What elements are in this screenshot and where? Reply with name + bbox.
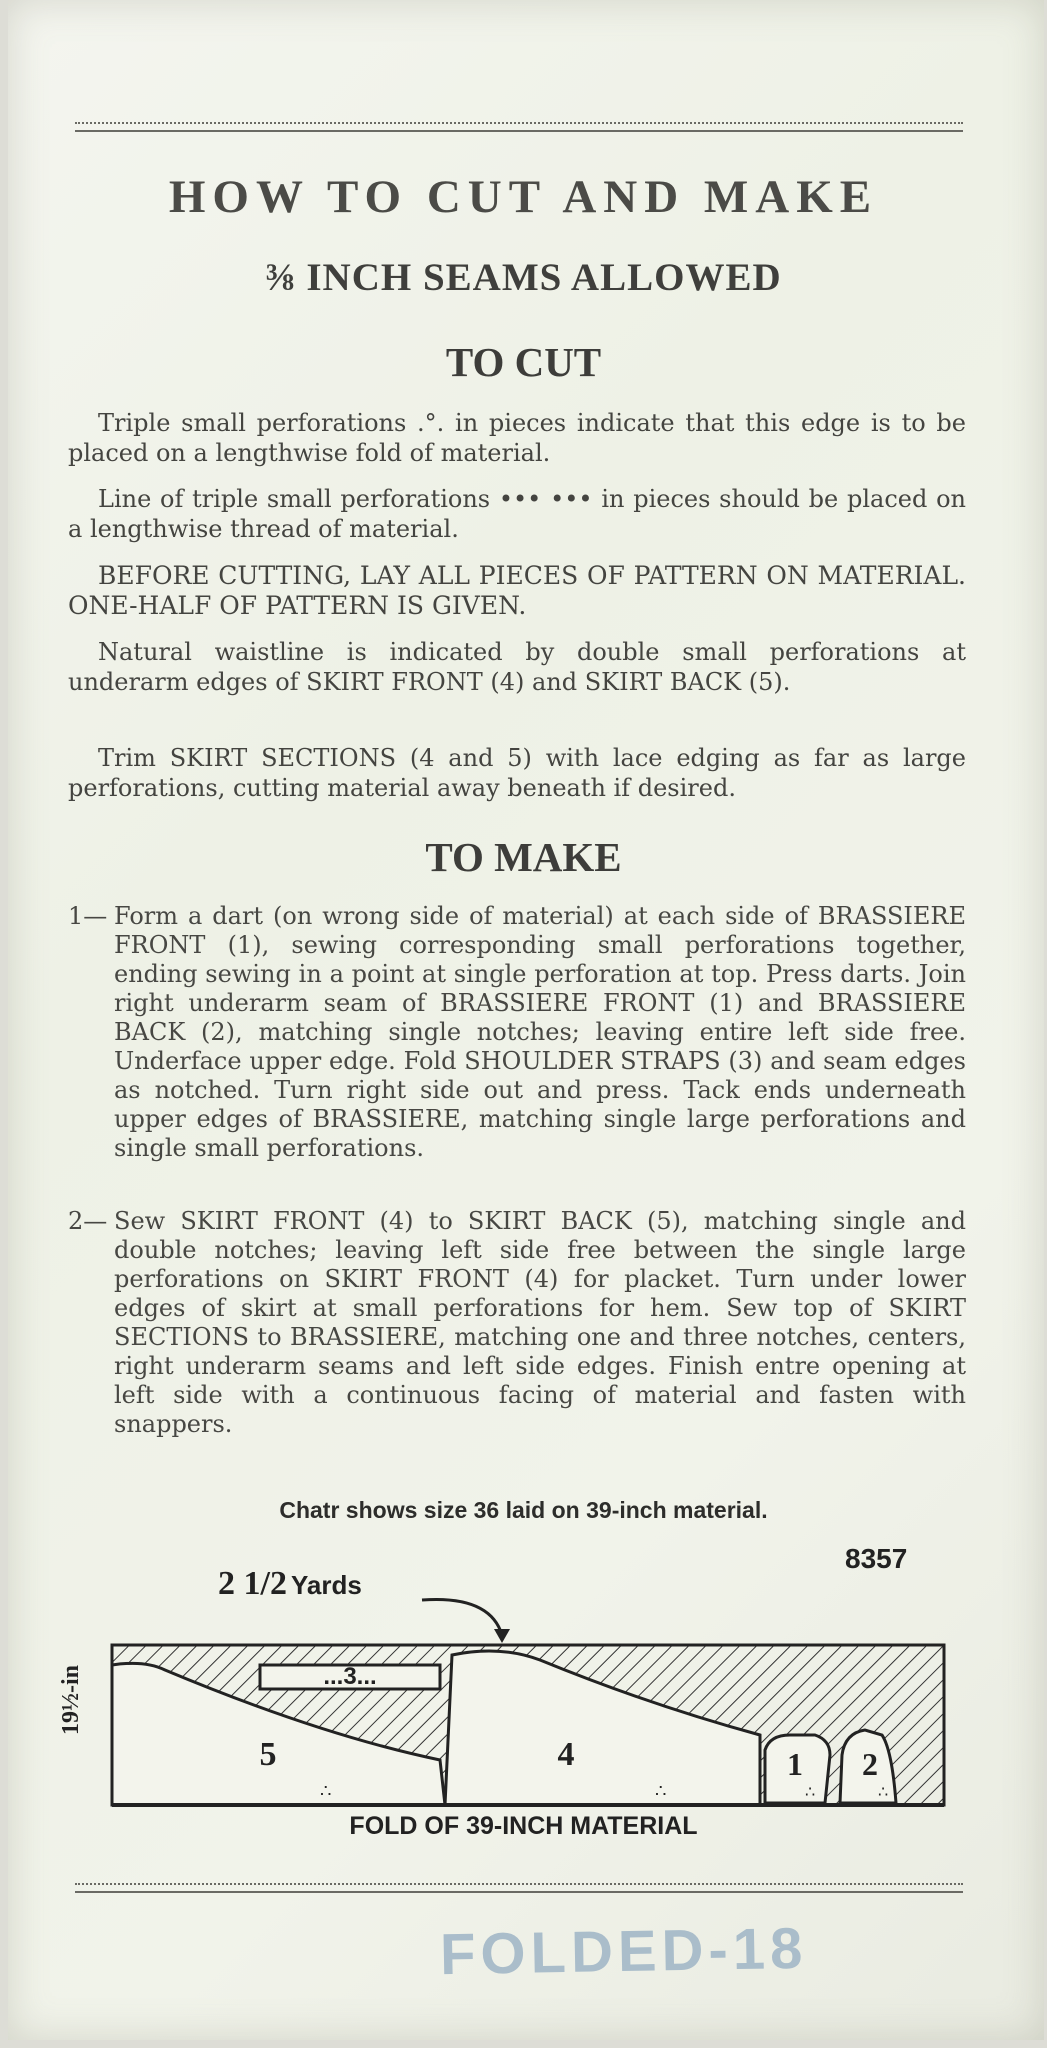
to-cut-paragraph-5: Trim SKIRT SECTIONS (4 and 5) with lace edging as far as large perforations, cutting material away beneath if desired. xyxy=(68,744,966,802)
seam-allowance-subtitle: ⅜ INCH SEAMS ALLOWED xyxy=(265,256,782,299)
step-number: 2— xyxy=(68,1207,108,1235)
to-cut-heading: TO CUT xyxy=(445,339,602,385)
material-width-label: 19½-in xyxy=(58,1664,84,1735)
make-step-1 xyxy=(68,902,966,1163)
piece-label-1: 1 xyxy=(787,1746,803,1782)
piece-label-4: 4 xyxy=(557,1736,575,1773)
cutting-chart-caption: Chatr shows size 36 laid on 39-inch material. xyxy=(279,1497,768,1523)
make-step-2 xyxy=(68,1207,966,1439)
piece-label-5: 5 xyxy=(259,1736,277,1773)
to-cut-paragraph-1: Triple small perforations .°. in pieces indicate that this edge is to be placed on a lengthwise fold of material. xyxy=(68,409,966,467)
piece-label-3: ...3... xyxy=(323,1663,377,1690)
yardage-arrow xyxy=(422,1599,502,1635)
bottom-decorative-rule xyxy=(75,1883,963,1893)
to-cut-paragraph-2: Line of triple small perforations ••• ••• in pieces should be placed on a lengthwise thread of material. xyxy=(68,485,966,543)
to-cut-paragraph-4: Natural waistline is indicated by double small perforations at underarm edges of SKIRT FRONT (4) and SKIRT BACK (5). xyxy=(68,638,966,696)
perforation-mark: ∴ xyxy=(805,1782,816,1801)
to-make-heading: TO MAKE xyxy=(425,834,622,880)
page-title: HOW TO CUT AND MAKE xyxy=(168,171,879,223)
perforation-mark: ∴ xyxy=(655,1781,667,1802)
top-decorative-rule xyxy=(75,122,963,132)
perforation-mark: ∴ xyxy=(878,1782,889,1801)
step-number: 1— xyxy=(68,902,108,930)
step-text: Form a dart (on wrong side of material) at each side of BRASSIERE FRONT (1), sewing corresponding small perforations together, ending sewing in a point at single perforation at top. Press darts. Join right underarm seam of BRASSIERE FRONT (1) and BRASSIERE BACK (2), matching single notches; leaving entire left side free. Underface upper edge. Fold SHOULDER STRAPS (3) and seam edges as notched. Turn right side out and press. Tack ends underneath upper edges of BRASSIERE, matching single large perforations and single small perforations. xyxy=(114,902,966,1162)
yardage-unit: Yards xyxy=(290,1570,362,1600)
arrow-head-icon xyxy=(494,1629,510,1643)
pattern-number: 8357 xyxy=(845,1543,908,1574)
piece-label-2: 2 xyxy=(862,1746,878,1782)
to-cut-paragraph-3: BEFORE CUTTING, LAY ALL PIECES OF PATTERN ON MATERIAL. ONE-HALF OF PATTERN IS GIVEN. xyxy=(68,561,966,620)
perforation-mark: ∴ xyxy=(320,1781,332,1802)
folded-stamp: FOLDED-18 xyxy=(439,1915,808,1988)
yardage-amount: 2 1/2 xyxy=(218,1565,287,1602)
fold-label: FOLD OF 39-INCH MATERIAL xyxy=(349,1812,698,1840)
step-text: Sew SKIRT FRONT (4) to SKIRT BACK (5), matching single and double notches; leaving left side free between the single large perforations on SKIRT FRONT (4) for placket. Turn under lower edges of skirt at small perforations for hem. Sew top of SKIRT SECTIONS to BRASSIERE, matching one and three notches, centers, right underarm seams and left side edges. Finish entre opening at left side with a continuous facing of material and fasten with snappers. xyxy=(114,1207,966,1438)
